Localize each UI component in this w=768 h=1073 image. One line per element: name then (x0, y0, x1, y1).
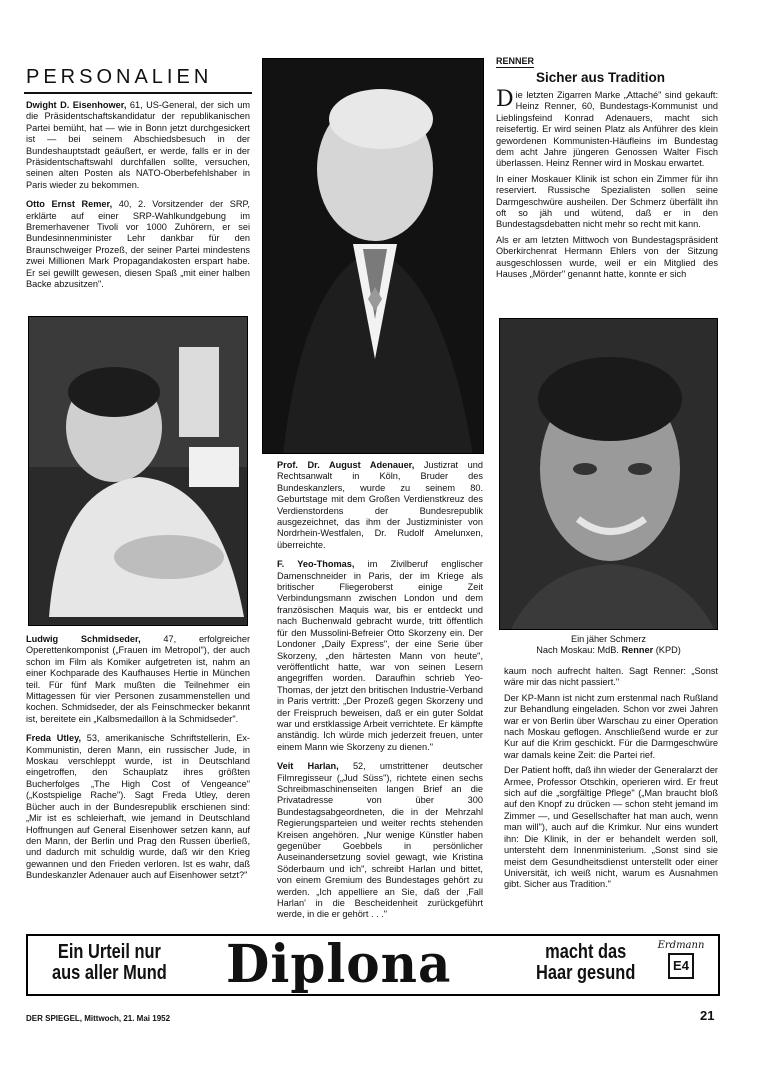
ad-slogan-left: Ein Urteil nur aus aller Mund (52, 941, 167, 984)
paragraph: Der KP-Mann ist nicht zum erstenmal nach Rußland zur Behandlung eingeladen. Schon vor zwei Jahren war er von Berlin über Warschau zu einer Operation nach Moskau geflogen. Anschließend wurde er zur Kur auf die Krim geschickt. Für die Darmgeschwüre war damals keine Zeit: die Partei rief. (504, 692, 718, 760)
caption-adenauer: Prof. Dr. August Adenauer, Justizrat und Rechtsanwalt in Köln, Bruder des Bundeskanzlers, wurde zu seinem 80. Geburtstage mit dem Großen Verdienstkreuz des Verdienstordens der Bundesrepublik ausgezeichnet, das ihm der Justizminister von Nordrhein-Westfalen, Dr. Rudolf Amelunxen, überreichte. (277, 460, 483, 550)
column-3-bottom (504, 666, 718, 899)
entry-name: Veit Harlan, (277, 761, 339, 772)
kicker: RENNER (496, 56, 535, 66)
photo-schmidseder-image (29, 317, 248, 626)
entry-name: F. Yeo-Thomas, (277, 559, 355, 570)
paragraph: Der Patient hofft, daß ihn wieder der Generalarzt der Armee, Professor Otschkin, operieren wird. Er freut sich auf die „sorgfältige Pflege" („Man braucht bloß auf den Knopf zu drücken — schon steht jemand im Zimmer —, und Gesellschafter hat man auch, wenn man will"), auch auf die Krimkur. Nur eins wundert ihn: Die Klinik, in der er behandelt werden soll, untersteht dem Innenministerium. „Sonst sind sie meist dem Gesundheitsdienst unterstellt oder einer Universität, ich weiß nicht, warum es Ausnahmen gibt. Sicher aus Tradition." (504, 765, 718, 890)
advertisement (26, 934, 720, 996)
caption-line: Nach Moskau: MdB. Renner (KPD) (536, 645, 681, 656)
paragraph: kaum noch aufrecht halten. Sagt Renner: „Sonst wäre mir das nicht passiert." (504, 666, 718, 688)
caption-line: Ein jäher Schmerz (570, 634, 647, 644)
photo-adenauer-image (263, 59, 484, 454)
entry-harlan: Veit Harlan, 52, umstrittener deutscher Filmregisseur („Jud Süss"), richtete einen sechs Schreibmaschinenseiten langen Brief an die Privatadresse von über 300 Bundestagsabgeordneten, die in der Mehrzahl Regierungsparteien und weiter rechts stehenden Kreisen angehören. „Nur wenige Künstler haben gegenüber Goebbels in persönlicher Auseinandersetzung soviel gewagt, wie Kristina Söderbaum und ich", schreibt Harlan und bittet, von einem Gremium des Bundestages gehört zu werden. „Ich appelliere an Sie, daß der ‚Fall Harlan' in die Bescheidenheit zurückgeführt werde, in die er gehört . . ." (277, 761, 483, 920)
photo-renner-image (500, 319, 718, 630)
entry-name: Dwight D. Eisenhower, (26, 100, 127, 110)
paragraph: In einer Moskauer Klinik ist schon ein Zimmer für ihn reserviert. Russische Spezialisten sollen seine Darmgeschwüre ausheilen. Der Schmerz überfällt ihn oft so jäh und wütend, daß er in den Bundestagsdebatten nicht mehr so recht mit kann. (496, 173, 718, 230)
photo-adenauer (262, 58, 484, 454)
entry-yeo-thomas: F. Yeo-Thomas, im Zivilberuf englischer Damenschneider in Paris, der im Kriege als britischer Fliegeroberst einige Zeit Verbindungsmann zwischen London und dem französischen Maquis war, bis er entdeckt und nach Buchenwald gebracht wurde, tritt öffentlich für den Mussolini-Befreier Otto Skorzeny ein. Der Londoner „Daily Express", der eine Serie über Skorzeny, „den härtesten Mann von heute", veröffentlicht hatte, war von seinen Lesern angegriffen worden. Daraufhin schrieb Yeo-Thomas, der jetzt den britischen Industrie-Verband in Paris vertritt: „Der Prozeß gegen Skorzeny und der Freispruch beweisen, daß er ein guter Soldat war und erstklassige Arbeit verrichtete. Er kämpfte anständig. Ich würde mich jederzeit freuen, unter einem Mann wie Skorzeny zu dienen." (277, 559, 483, 752)
photo-renner (499, 318, 718, 630)
ad-brand: Diplona (226, 932, 452, 995)
column-2 (277, 460, 483, 929)
entry-name: Otto Ernst Remer, (26, 199, 113, 210)
photo-schmidseder (28, 316, 248, 626)
column-1-top (26, 100, 250, 299)
section-rule (24, 92, 252, 94)
entry-eisenhower: Dwight D. Eisenhower, 61, US-General, der sich um die Präsidentschaftskandidatur der republikanischen Partei bemüht, hat — wie in Bonn jetzt durchgesickert ist — bei seinem Abschiedsbesuch in der Bundeshauptstadt geäußert, er werde, falls er in der Präsidentschaftswahl durchfallen sollte, versuchen, seinen alten Posten als NATO-Oberbefehlshaber in Paris wieder zu bekommen. (26, 100, 250, 190)
column-1-bottom (26, 634, 250, 890)
footer-issue: DER SPIEGEL, Mittwoch, 21. Mai 1952 (26, 1014, 171, 1023)
entry-name: Freda Utley, (26, 733, 82, 744)
page-number: 21 (700, 1008, 715, 1023)
ad-logo-text: Erdmann (657, 940, 705, 951)
entry-schmidseder: Ludwig Schmidseder, 47, erfolgreicher Operettenkomponist („Frauen im Metropol"), der auch schon im Film als Komiker aufgetreten ist, nahm an einer Kochparade des Kaufhauses Hertie in München teil. Für fünf Mark mußten die Teilnehmer ein Mittagessen für vier Personen zusammenstellen und kochen. Schmidseder, der als Feinschmecker bekannt ist, bereitete ein „Kalbsmedaillon à la Schmidseder". (26, 634, 251, 724)
entry-utley: Freda Utley, 53, amerikanische Schriftstellerin, Ex-Kommunistin, deren Mann, ein russischer Jude, in Moskau verschleppt wurde, ist in Deutschland eingetroffen, den Schauplatz ihres größten Bucherfolges „The High Cost of Vengeance" („Kostspielige Rache"). Sagt Freda Utley, deren Bücher auch in der Bundesrepublik erschienen sind: „Mir ist es schleierhaft, wie jemand in Deutschland Hoffnungen auf General Eisenhower setzen kann, auf den Mann, der Berlin und Prag den Russen überließ, und dadurch mit schuldig wurde, daß wir den Krieg gewannen und den Frieden verloren. Ist es wahr, daß Bundeskanzler Adenauer auch auf Eisenhower setzt?" (26, 733, 250, 881)
photo-renner-caption (499, 634, 718, 657)
section-title: PERSONALIEN (26, 66, 213, 88)
entry-remer: Otto Ernst Remer, 40, 2. Vorsitzender der SRP, erklärte auf einer SRP-Wahlkundgebung im Bremerhavener Tivoli vor 1000 Zuhörern, er sei Bundesinnenminister Lehr dankbar für den Braunschweiger Prozeß, der seiner Partei mindestens zwei Millionen Mark Propagandakosten erspart habe. Er sei gewillt gewesen, diesen Spaß „mit einer halben Backe abzusitzen". (26, 199, 250, 290)
ad-logo (656, 940, 706, 990)
entry-name: Prof. Dr. August Adenauer, (277, 460, 415, 470)
paragraph: Als er am letzten Mittwoch von Bundestagspräsident Oberkirchenrat Hermann Ehlers von der Sitzung ausgeschlossen wurde, weil er ein Mitglied des Hauses „Mörder" genannt hatte, konnte er sich (496, 234, 718, 280)
ad-slogan-right: macht das Haar gesund (536, 941, 636, 984)
ad-logo-mark: E4 (668, 953, 694, 979)
entry-name: Ludwig Schmidseder, (26, 634, 141, 644)
column-3-top (496, 87, 718, 289)
drop-cap: D (496, 87, 514, 112)
headline: Sicher aus Tradition (536, 70, 666, 85)
lead-paragraph: Die letzten Zigarren Marke „Attaché" sind gekauft: Heinz Renner, 60, Bundestags-Kommunist und Lieblingsfeind Konrad Adenauers, macht sich reisefertig. Er wird seinen Platz als Anführer des klein gewordenen Kommunisten-Häufleins im Bundestag dem acht Jahre jüngeren Genossen Walter Fisch überlassen. Heinz Renner wird in Moskau erwartet. (496, 87, 718, 169)
